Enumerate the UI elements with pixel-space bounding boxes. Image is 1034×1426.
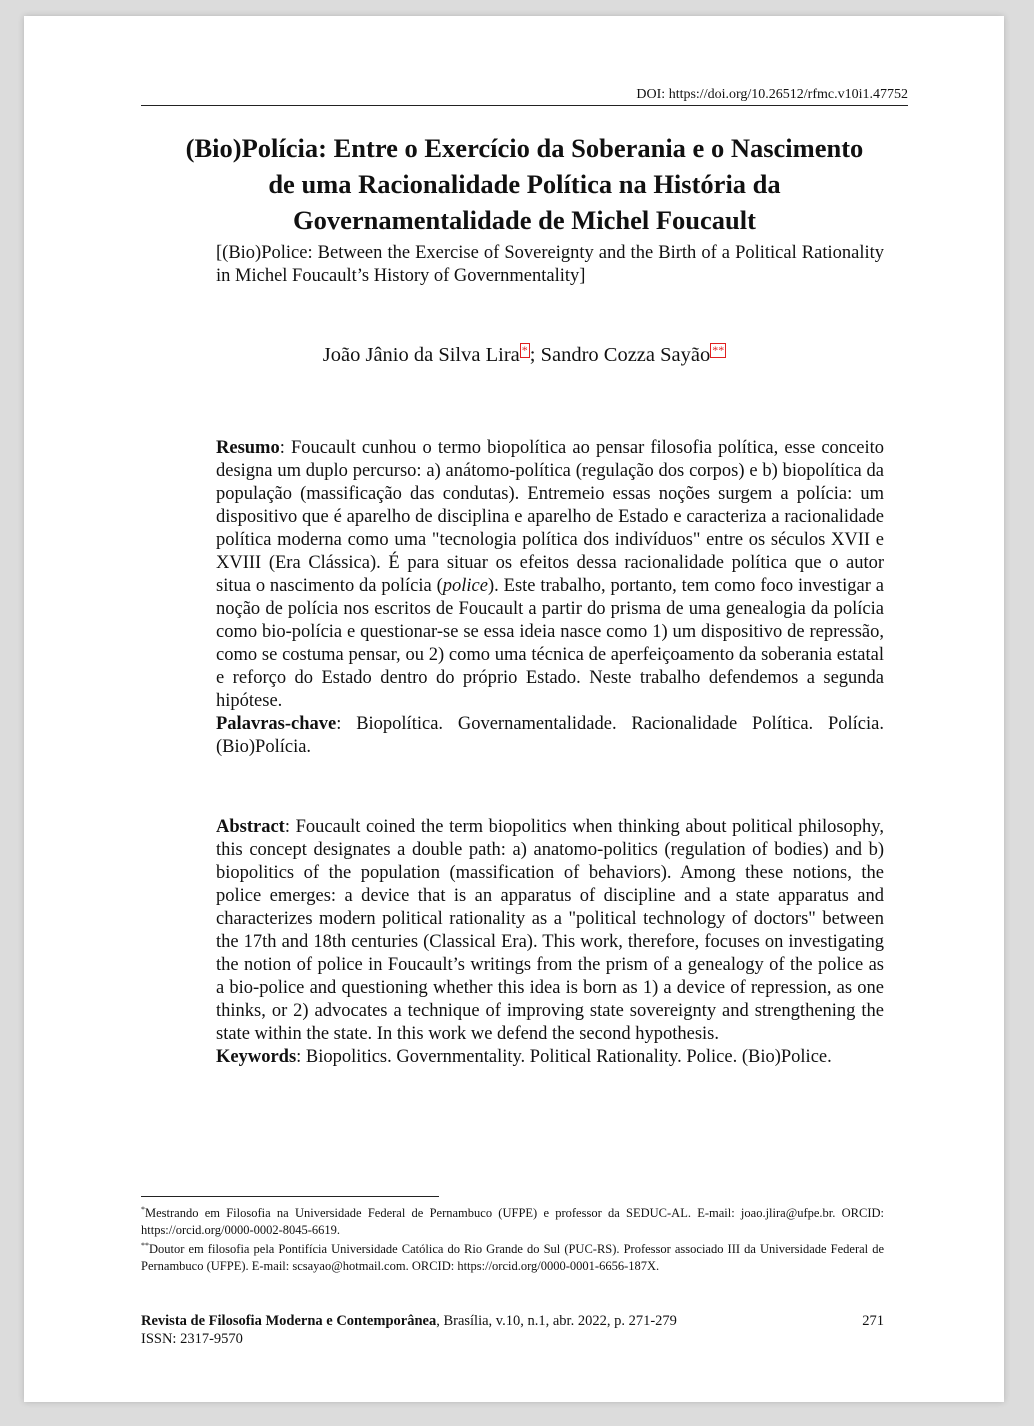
journal-footer (141, 1312, 884, 1348)
footnote-1-mark: * (141, 1205, 145, 1214)
abstract-paragraph (216, 816, 884, 1046)
resumo-label: Resumo (216, 438, 280, 458)
resumo-text-2: ). Este trabalho, portanto, tem como foco investigar a noção de polícia nos escritos de Foucault a partir do prisma de uma genealogia da polícia como bio-polícia e questionar-se se essa ideia nasce como 1) um dispositivo de repressão, como se costuma pensar, ou 2) como uma técnica de aperfeiçoamento da soberania estatal e reforço do Estado dentro do próprio Estado. Neste trabalho defendemos a segunda hipótese. (216, 576, 884, 711)
title-line-2: de uma Racionalidade Política na História da (268, 169, 781, 199)
footnote-rule (141, 1196, 439, 1197)
title-line-3: Governamentalidade de Michel Foucault (293, 205, 756, 235)
header-rule (141, 105, 908, 106)
journal-details: , Brasília, v.10, n.1, abr. 2022, p. 271-279 (436, 1313, 677, 1329)
palavras-chave-label: Palavras-chave (216, 714, 337, 734)
palavras-chave-paragraph (216, 713, 884, 759)
article-title (141, 130, 908, 238)
footnote-1-text: Mestrando em Filosofia na Universidade Federal de Pernambuco (UFPE) e professor da SEDUC-AL. E-mail: joao.jlira@ufpe.br. ORCID: https://orcid.org/0000-0002-8045-6619. (141, 1206, 884, 1237)
journal-citation (141, 1312, 884, 1330)
footnote-2-text: Doutor em filosofia pela Pontifícia Universidade Católica do Rio Grande do Sul (PUC-RS). Professor associado III da Universidade Federal de Pernambuco (UFPE). E-mail: scsayao@hotmail.com. ORCID: https://orcid.org/0000-0001-6656-187X. (141, 1242, 884, 1273)
footnote-2 (141, 1238, 884, 1274)
resumo-italic-term: police (442, 576, 488, 596)
resumo-paragraph (216, 437, 884, 713)
footnote-1 (141, 1202, 884, 1238)
author-line (141, 342, 908, 368)
keywords-text: : Biopolitics. Governmentality. Political Rationality. Police. (Bio)Police. (296, 1047, 832, 1067)
footnote-2-mark: ** (141, 1241, 149, 1251)
footnotes (141, 1202, 884, 1274)
resumo-text-1: : Foucault cunhou o termo biopolítica ao pensar filosofia política, esse conceito designa um duplo percurso: a) anátomo-política (regulação dos corpos) e b) biopolítica da população (massificação das condutas). Entremeio essas noções surgem a polícia: um dispositivo que é aparelho de disciplina e aparelho de Estado e caracteriza a racionalidade política moderna como uma "tecnologia política dos indivíduos" entre os séculos XVII e XVIII (Era Clássica). É para situar os efeitos dessa racionalidade política que o autor situa o nascimento da polícia ( (216, 438, 884, 596)
palavras-chave-text: : Biopolítica. Governamentalidade. Racionalidade Política. Polícia. (Bio)Polícia. (216, 714, 884, 757)
footnote-link-1[interactable]: * (521, 343, 528, 357)
doi-link[interactable]: DOI: https://doi.org/10.26512/rfmc.v10i1.47752 (636, 87, 908, 102)
journal-issn: ISSN: 2317-9570 (141, 1331, 243, 1347)
journal-name: Revista de Filosofia Moderna e Contemporânea (141, 1313, 437, 1329)
author-name-2: Sandro Cozza Sayão (540, 344, 711, 366)
title-line-1: (Bio)Polícia: Entre o Exercício da Soberania e o Nascimento (185, 133, 864, 163)
keywords-label: Keywords (216, 1047, 297, 1067)
abstract-text: : Foucault coined the term biopolitics when thinking about political philosophy, this concept designates a double path: a) anatomo-politics (regulation of bodies) and b) biopolitics of the population (massification of behaviors). Among these notions, the police emerges: a device that is an apparatus of discipline and a state apparatus and characterizes modern political rationality as a "political technology of doctors" between the 17th and 18th centuries (Classical Era). This work, therefore, focuses on investigating the notion of police in Foucault’s writings from the prism of a genealogy of the police as a bio-police and questioning whether this idea is born as 1) a device of repression, as one thinks, or 2) advocates a technique of improving state sovereignty and strengthening the state within the state. In this work we defend the second hypothesis. (216, 817, 884, 1044)
abstract-label: Abstract (216, 817, 285, 837)
author-separator: ; (529, 344, 541, 366)
author-name-1: João Jânio da Silva Lira (322, 344, 520, 366)
page-number: 271 (862, 1313, 884, 1329)
paper-page (24, 16, 1004, 1402)
footnote-link-2[interactable]: ** (712, 343, 725, 357)
abstract-section (216, 816, 884, 1069)
keywords-paragraph (216, 1046, 884, 1069)
english-title: [(Bio)Police: Between the Exercise of Sovereignty and the Birth of a Political Rationality in Michel Foucault’s History of Governmentality] (216, 243, 884, 286)
resumo-section (216, 437, 884, 759)
